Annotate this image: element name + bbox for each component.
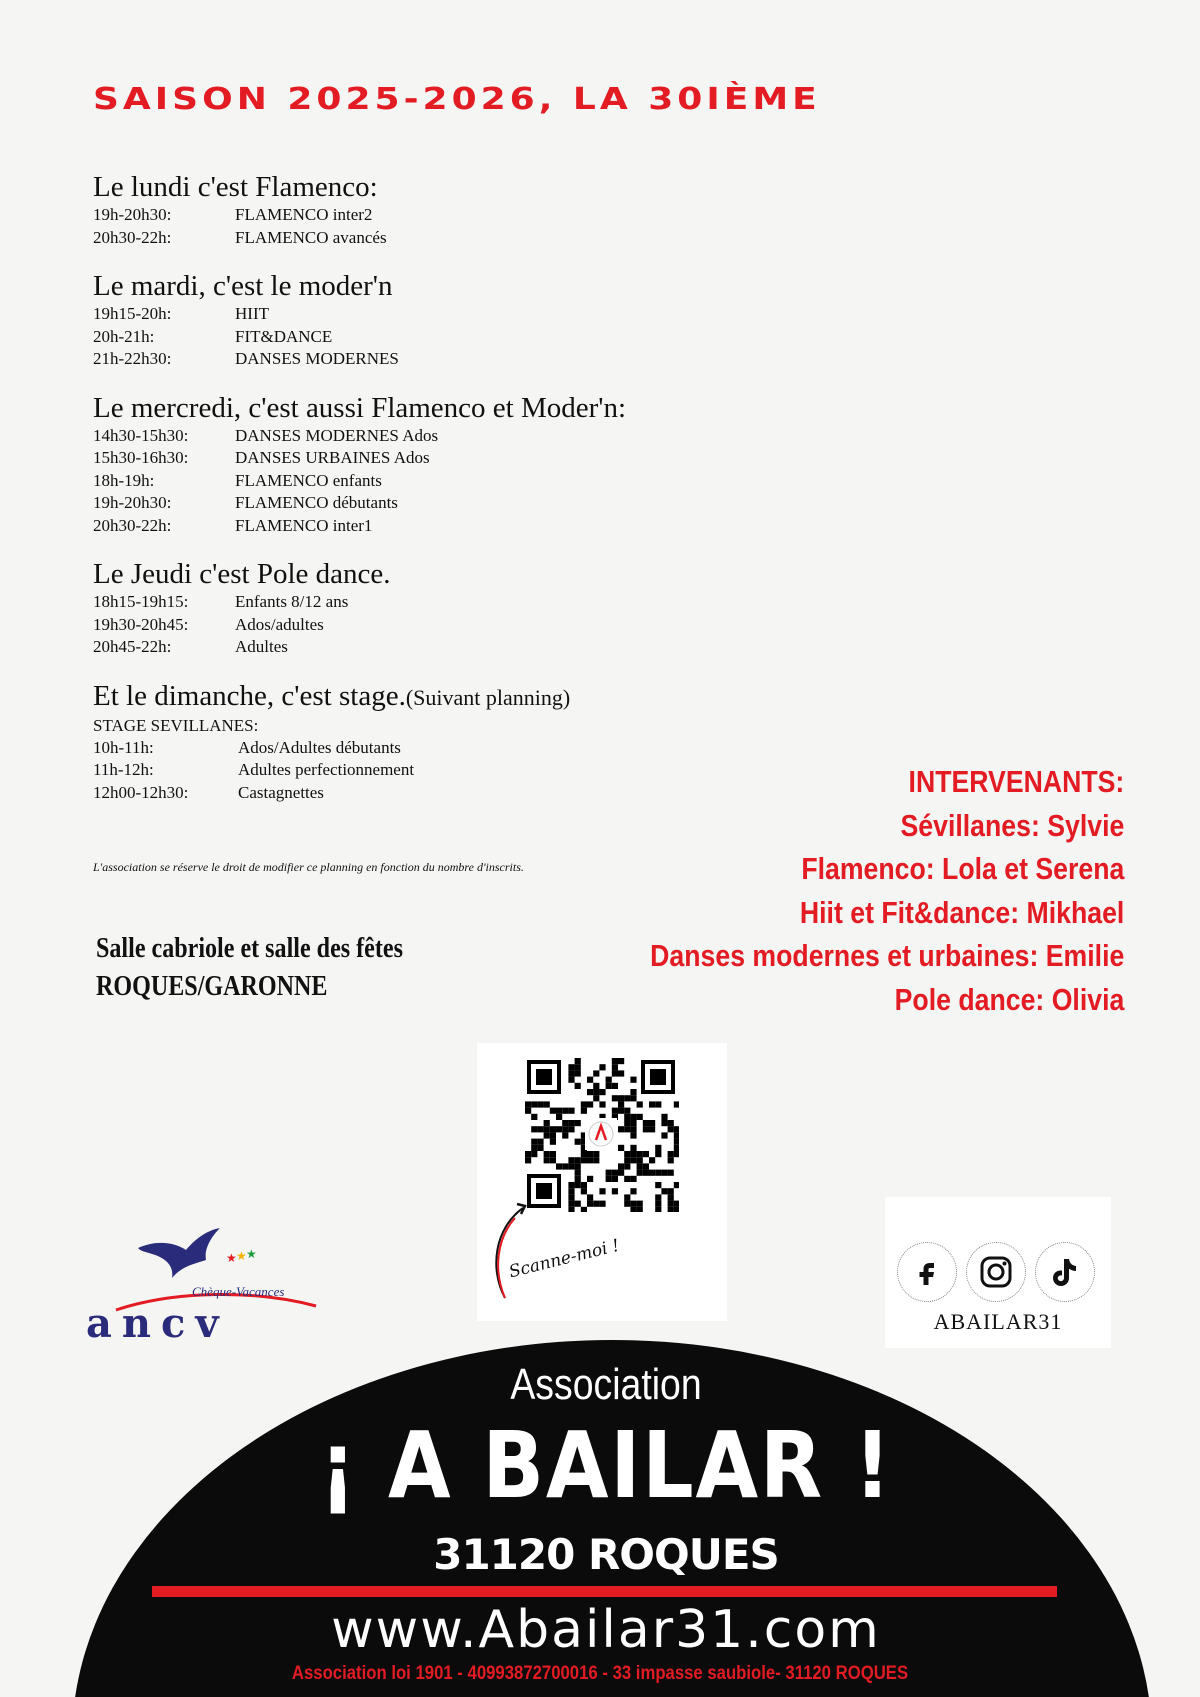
row-time: 12h00-12h30: [93,782,189,802]
intervenant-item: Pole dance: Olivia [894,981,1124,1017]
brand-title: ¡ A BAILAR ! [319,1412,893,1519]
intervenant-item: Danses modernes et urbaines: Emilie [649,938,1124,973]
legal-notice: Association loi 1901 - 40993872700016 - 33 impasse saubiole- 31120 ROQUES [291,1663,909,1684]
row-label: DANSES MODERNES [235,349,399,368]
schedule-row [93,348,733,371]
svg-text:★: ★ [226,1251,237,1265]
row-label: Enfants 8/12 ans [235,592,349,611]
schedule [93,170,733,824]
schedule-row [93,515,733,538]
row-time: 19h-20h30: [93,205,172,224]
disclaimer: L'association se réserve le droit de modifier ce planning en fonction du nombre d'inscrits. [93,860,524,874]
qr-card [477,1043,727,1321]
day-note: (Suivant planning) [405,684,571,710]
row-time: 19h-20h30: [93,493,172,512]
schedule-row [93,447,733,470]
row-time: 19h15-20h: [93,304,172,323]
row-label: DANSES URBAINES Ados [235,448,430,467]
ancv-subtitle: Chèque-Vacances [192,1284,285,1299]
svg-text:★: ★ [246,1247,257,1261]
qr-code[interactable] [523,1056,679,1212]
ancv-text: ancv [86,1300,229,1347]
day-title-text: Et le dimanche, c'est stage. [93,679,406,712]
row-label: FLAMENCO inter2 [235,205,373,224]
venue-line2: ROQUES/GARONNE [96,971,328,1002]
row-time: 20h30-22h: [93,227,172,247]
row-time: 18h15-19h15: [93,592,189,611]
row-time: 14h30-15h30: [93,425,189,445]
row-label: FLAMENCO débutants [235,493,398,512]
day-block-thursday [93,557,733,659]
day-title: Le mardi, c'est le moder'n [93,270,393,302]
schedule-row [93,782,733,805]
schedule-row [93,636,733,659]
row-time: 10h-11h: [93,737,154,757]
row-time: 20h30-22h: [93,515,172,535]
intervenants-heading: INTERVENANTS: [908,764,1124,799]
tiktok-icon[interactable] [1035,1242,1095,1302]
schedule-row [93,614,733,637]
row-label: Castagnettes [238,782,324,802]
svg-text:★: ★ [236,1249,247,1263]
schedule-row [93,759,733,782]
row-label: Adultes [235,637,288,656]
footer-red-bar [152,1586,1057,1597]
day-title: Le lundi c'est Flamenco: [93,171,378,203]
footer-association-label: Association [510,1360,702,1409]
row-label: DANSES MODERNES Ados [235,425,439,445]
venue-line1: Salle cabriole et salle des fêtes [96,933,403,964]
facebook-icon[interactable] [897,1242,957,1302]
row-time: 11h-12h: [93,760,154,779]
row-label: HIIT [235,304,269,323]
curved-arrow-icon [485,1198,535,1308]
row-time: 18h-19h: [93,470,155,490]
day-block-sunday [93,679,733,805]
schedule-row [93,326,733,349]
row-label: FLAMENCO enfants [235,470,382,490]
day-title: Le mercredi, c'est aussi Flamenco et Moder'n: [93,391,627,424]
schedule-row [93,204,733,227]
day-title [93,679,733,715]
row-time: 19h30-20h45: [93,614,189,634]
row-time: 20h-21h: [93,326,155,346]
intervenant-item: Flamenco: Lola et Serena [801,851,1124,886]
row-label: FLAMENCO avancés [235,227,387,247]
day-block-tuesday [93,269,733,371]
social-icons [897,1242,1095,1302]
row-label: Ados/adultes [235,614,324,634]
row-label: FIT&DANCE [235,326,333,346]
instagram-icon[interactable] [966,1242,1026,1302]
schedule-row [93,737,733,760]
day-block-monday [93,170,733,249]
social-card [885,1197,1111,1348]
intervenants [650,760,1124,1021]
day-title: Le Jeudi c'est Pole dance. [93,558,391,590]
venue [96,930,403,1006]
schedule-row [93,227,733,250]
schedule-row [93,303,733,326]
schedule-row [93,470,733,493]
scan-caption: Scanne-moi ! [507,1235,622,1283]
ancv-logo [86,1220,326,1350]
stage-subtitle: STAGE SEVILLANES: [93,715,259,735]
schedule-row [93,492,733,515]
row-label: Adultes perfectionnement [238,760,415,779]
schedule-row [93,425,733,448]
row-label: Ados/Adultes débutants [238,737,401,757]
row-time: 21h-22h30: [93,349,172,368]
schedule-row [93,591,733,614]
website-link[interactable]: www.Abailar31.com [331,1600,881,1660]
day-block-wednesday [93,391,733,538]
row-time: 20h45-22h: [93,637,172,656]
row-time: 15h30-16h30: [93,448,189,467]
qr-logo-icon [589,1122,613,1146]
footer-city: 31120 ROQUES [433,1530,779,1579]
intervenant-item: Sévillanes: Sylvie [900,807,1124,843]
row-label: FLAMENCO inter1 [235,515,373,535]
season-title: SAISON 2025-2026, LA 30IÈME [93,82,821,117]
social-handle: ABAILAR31 [933,1309,1063,1334]
intervenant-item: Hiit et Fit&dance: Mikhael [799,894,1124,930]
